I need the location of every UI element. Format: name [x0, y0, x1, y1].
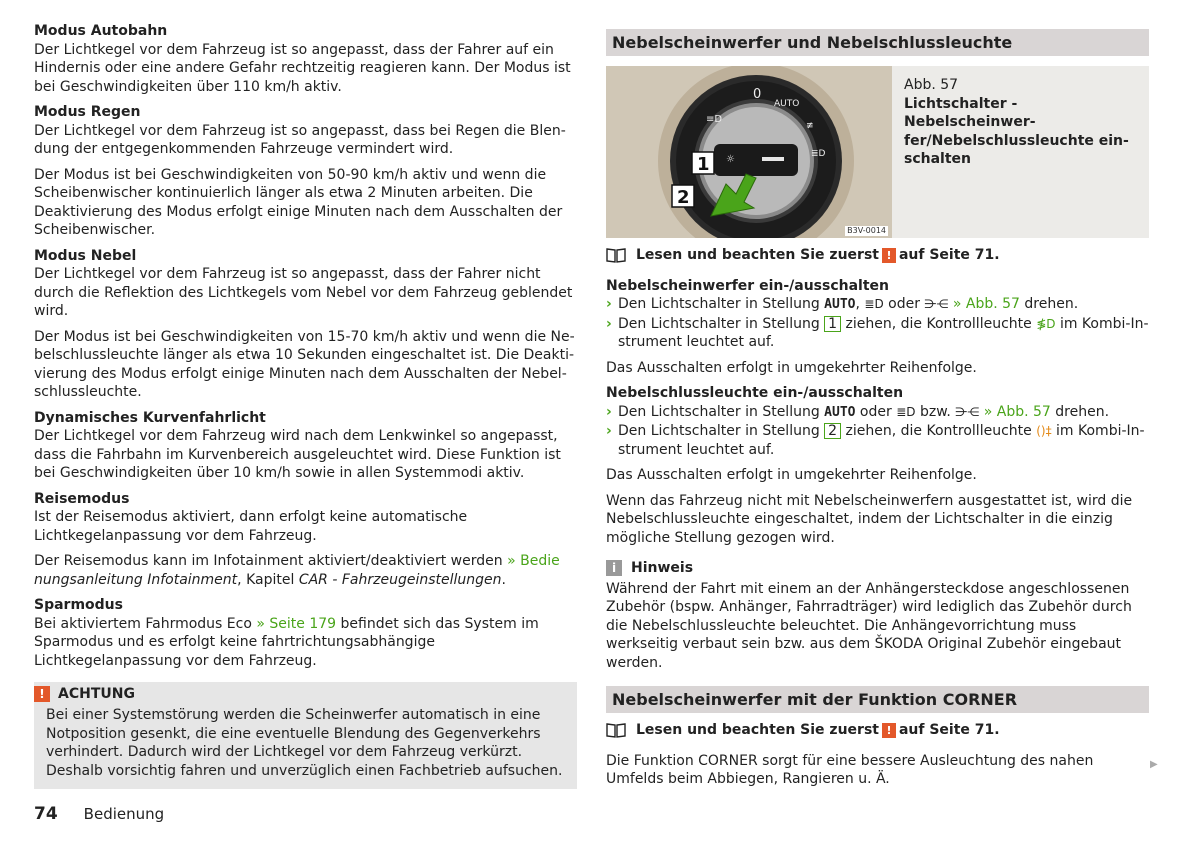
paragraph: Der Lichtkegel vor dem Fahrzeug ist so angepasst, dass bei Regen die Blendung der entgegenkommenden Fahrzeuge vermindert wird. [34, 122, 566, 157]
section-nebel [34, 247, 577, 402]
text: ziehen, die Kontrollleuchte [841, 315, 1037, 332]
section-title: Sparmodus [34, 597, 123, 613]
paragraph: Der Modus ist bei Geschwindigkeiten von 15-70 km/h aktiv und wenn die Nebelschlussleuchte länger als etwa 10 Sekunden eingeschaltet ist. Die Deaktivierung des Modus erfolgt einige Minuten nach dem Ausschalten der Nebelschlussleuchte. [34, 328, 575, 400]
text: befindet sich das System im Sparmodus und es erfolgt keine fahrtrichtungsabhängige Lichtkegelanpassung vor dem Fahrzeug. [34, 615, 539, 669]
book-icon [606, 247, 626, 263]
chapter-name: Bedienung [83, 805, 165, 823]
page-footer [34, 805, 164, 824]
warning-icon: ! [34, 686, 50, 702]
rear-fog-indicator-icon: ()‡ [1036, 424, 1052, 438]
text: Der Reisemodus kann im Infotainment aktiviert/deaktiviert werden [34, 553, 508, 569]
figure-caption-text: Lichtschalter - Nebelscheinwerfer/Nebelschlussleuchte einschalten [904, 95, 1129, 167]
text-italic: CAR - Fahrzeugeinstellungen [298, 571, 502, 588]
text: , [855, 296, 865, 312]
section-kurvenlicht [34, 409, 577, 483]
link-fig-57[interactable]: » Abb. 57 [983, 403, 1051, 420]
text: Den Lichtschalter in Stellung [618, 403, 825, 420]
text: drehen. [1050, 403, 1110, 420]
list-item [606, 315, 1149, 352]
section-title: Modus Regen [34, 104, 141, 120]
next-page-arrow-icon: ▶ [1150, 759, 1158, 770]
section-heading-corner: Nebelscheinwerfer mit der Funktion CORNER [606, 686, 1149, 713]
paragraph: Die Funktion CORNER sorgt für eine bessere Ausleuchtung des nahen Umfelds beim Abbiegen, Rangieren u. Ä. [606, 752, 1094, 787]
warning-title: ACHTUNG [58, 685, 135, 702]
knob-auto-label: AUTO [774, 99, 800, 109]
note-text: Während der Fahrt mit einem an der Anhängersteckdose angeschlossenen Zubehör (bspw. Anhänger, Fahrradträger) wird lediglich das Zubehör durch die Nebelschlussleuchte beleuchtet. Die Anhängevorrichtung muss werkseitig verbaut sein bzw. aus dem ŠKODA Original Zubehör eingebaut werden. [606, 580, 1132, 671]
section-regen [34, 103, 577, 240]
list-item [606, 295, 1149, 315]
list-item-text [618, 295, 1078, 315]
svg-text:☼: ☼ [726, 154, 735, 165]
text: im Kombi-Instrument leuchtet auf. [618, 315, 1149, 350]
fog-light-indicator-icon: ≸D [1036, 316, 1056, 331]
light-switch-image [606, 66, 892, 238]
text-italic: nungsanleitung Infotainment [34, 571, 238, 588]
list-item-text [618, 422, 1149, 459]
section-title: Modus Nebel [34, 247, 137, 264]
paragraph [34, 615, 577, 671]
read-first-notice [606, 246, 1149, 265]
paragraph: Das Ausschalten erfolgt in umgekehrter Reihenfolge. [606, 467, 977, 483]
warning-box [34, 682, 577, 789]
auto-symbol: AUTO [824, 297, 856, 312]
light-switch-illustration [606, 66, 892, 238]
list-item [606, 422, 1149, 459]
list-item-text [618, 315, 1149, 352]
section-title: Dynamisches Kurvenfahrlicht [34, 409, 266, 426]
page-number: 74 [34, 804, 58, 824]
read-first-text: Lesen und beachten Sie zuerst [636, 722, 879, 738]
paragraph: Der Lichtkegel vor dem Fahrzeug ist so angepasst, dass der Fahrer nicht durch die Reflektion des Lichtkegels vom Nebel vor dem Fahrzeug geblendet wird. [34, 266, 573, 319]
svg-text:≣D: ≣D [811, 149, 826, 159]
chevron-right-icon: › [606, 296, 612, 312]
section-rear-fog-light [606, 384, 1149, 485]
section-autobahn [34, 22, 577, 96]
position-box-2: 2 [824, 423, 841, 439]
figure-caption [892, 66, 1149, 238]
warning-icon: ! [882, 248, 896, 263]
paragraph: Der Lichtkegel vor dem Fahrzeug ist so angepasst, dass der Fahrer auf ein Hindernis oder eine andere Gefahr rechtzeitig reagieren kann. Der Modus ist bei Geschwindigkeiten über 110 km/h aktiv. [34, 41, 571, 95]
knob-zero-label: 0 [753, 87, 762, 102]
text: ziehen, die Kontrollleuchte [841, 423, 1037, 439]
section-heading-fog: Nebelscheinwerfer und Nebelschlussleuchte [606, 29, 1149, 56]
section-title: Nebelschlussleuchte ein-/ausschalten [606, 385, 904, 401]
link-page-179[interactable]: » Seite 179 [256, 615, 337, 632]
paragraph: Wenn das Fahrzeug nicht mit Nebelscheinwerfern ausgestattet ist, wird die Nebelschlussleuchte eingeschaltet, indem der Lichtschalter in die einzig mögliche Stellung gezogen wird. [606, 492, 1133, 546]
text: , Kapitel [237, 571, 299, 588]
low-beam-icon: ≣D [864, 297, 884, 311]
paragraph: Ist der Reisemodus aktiviert, dann erfolgt keine automatische Lichtkegelanpassung vor dem Fahrzeug. [34, 509, 468, 544]
link-infotainment-manual[interactable]: » Bedie [507, 553, 560, 569]
link-page-71[interactable]: auf Seite 71. [898, 247, 1000, 263]
chevron-right-icon: › [606, 423, 612, 439]
chevron-right-icon: › [606, 403, 612, 420]
section-title: Nebelscheinwerfer ein-/ausschalten [606, 277, 890, 294]
figure-label-1: 1 [697, 154, 710, 175]
note-title: Hinweis [631, 560, 694, 576]
left-column [34, 22, 577, 789]
paragraph: Der Modus ist bei Geschwindigkeiten von 50-90 km/h aktiv und wenn die Scheibenwischer kontinuierlich länger als etwa 2 Minuten arbeiten. Die Deaktivierung des Modus erfolgt einige Minuten nach dem Ausschalten der Scheibenwischer. [34, 166, 563, 238]
position-box-1: 1 [824, 316, 841, 332]
text: im Kombi-Instrument leuchtet auf. [618, 423, 1145, 458]
figure-code: B3V-0014 [847, 226, 886, 235]
warning-header [34, 682, 565, 706]
svg-text:≡D: ≡D [706, 114, 723, 125]
text: bzw. [915, 403, 956, 420]
note-box [606, 559, 1149, 672]
read-first-notice [606, 721, 1149, 740]
section-sparmodus [34, 596, 577, 670]
figure-57 [606, 66, 1149, 238]
text: drehen. [1019, 296, 1079, 312]
figure-label-2: 2 [677, 187, 690, 208]
paragraph: Das Ausschalten erfolgt in umgekehrter Reihenfolge. [606, 359, 977, 376]
section-fog-lights [606, 277, 1149, 378]
section-title: Modus Autobahn [34, 23, 168, 39]
link-fig-57[interactable]: » Abb. 57 [952, 296, 1020, 312]
link-page-71[interactable]: auf Seite 71. [898, 722, 1000, 738]
warning-text: Bei einer Systemstörung werden die Scheinwerfer automatisch in eine Notposition gesenkt, die eine eventuelle Blendung des Gegenverkehrs verhindert. Dadurch wird der Lichtkegel vor dem Fahrzeug verkürzt. Deshalb vorsichtig fahren und unverzüglich einen Fachbetrieb aufsuchen. [46, 707, 563, 779]
text: Den Lichtschalter in Stellung [618, 296, 825, 312]
warning-icon: ! [882, 723, 896, 738]
svg-text:≢: ≢ [806, 121, 814, 131]
text: Den Lichtschalter in Stellung [618, 315, 825, 332]
paragraph: Der Lichtkegel vor dem Fahrzeug wird nach dem Lenkwinkel so angepasst, dass die Fahrbahn im Kurvenbereich ausgeleuchtet wird. Diese Funktion ist bei Geschwindigkeiten über 10 km/h sowie in allen Systemmodi aktiv. [34, 428, 561, 481]
section-reisemodus [34, 490, 577, 590]
text: Bei aktiviertem Fahrmodus Eco [34, 615, 257, 632]
info-icon: i [606, 560, 622, 576]
low-beam-icon: ≣D [896, 404, 916, 419]
figure-number: Abb. 57 [904, 77, 959, 93]
list-item [606, 403, 1149, 423]
right-column [606, 29, 1149, 796]
parking-light-icon: ⋺⋲ [924, 297, 949, 311]
text: Den Lichtschalter in Stellung [618, 423, 825, 439]
book-icon [606, 722, 626, 738]
text: oder [883, 296, 925, 312]
paragraph [34, 552, 577, 589]
read-first-text: Lesen und beachten Sie zuerst [636, 247, 879, 263]
section-title: Reisemodus [34, 490, 130, 507]
auto-symbol: AUTO [824, 404, 856, 420]
parking-light-icon: ⋺⋲ [955, 404, 980, 419]
list-item-text [618, 403, 1109, 423]
note-header [606, 559, 1149, 578]
chevron-right-icon: › [606, 315, 612, 332]
text: oder [855, 403, 897, 420]
text: . [501, 571, 506, 588]
